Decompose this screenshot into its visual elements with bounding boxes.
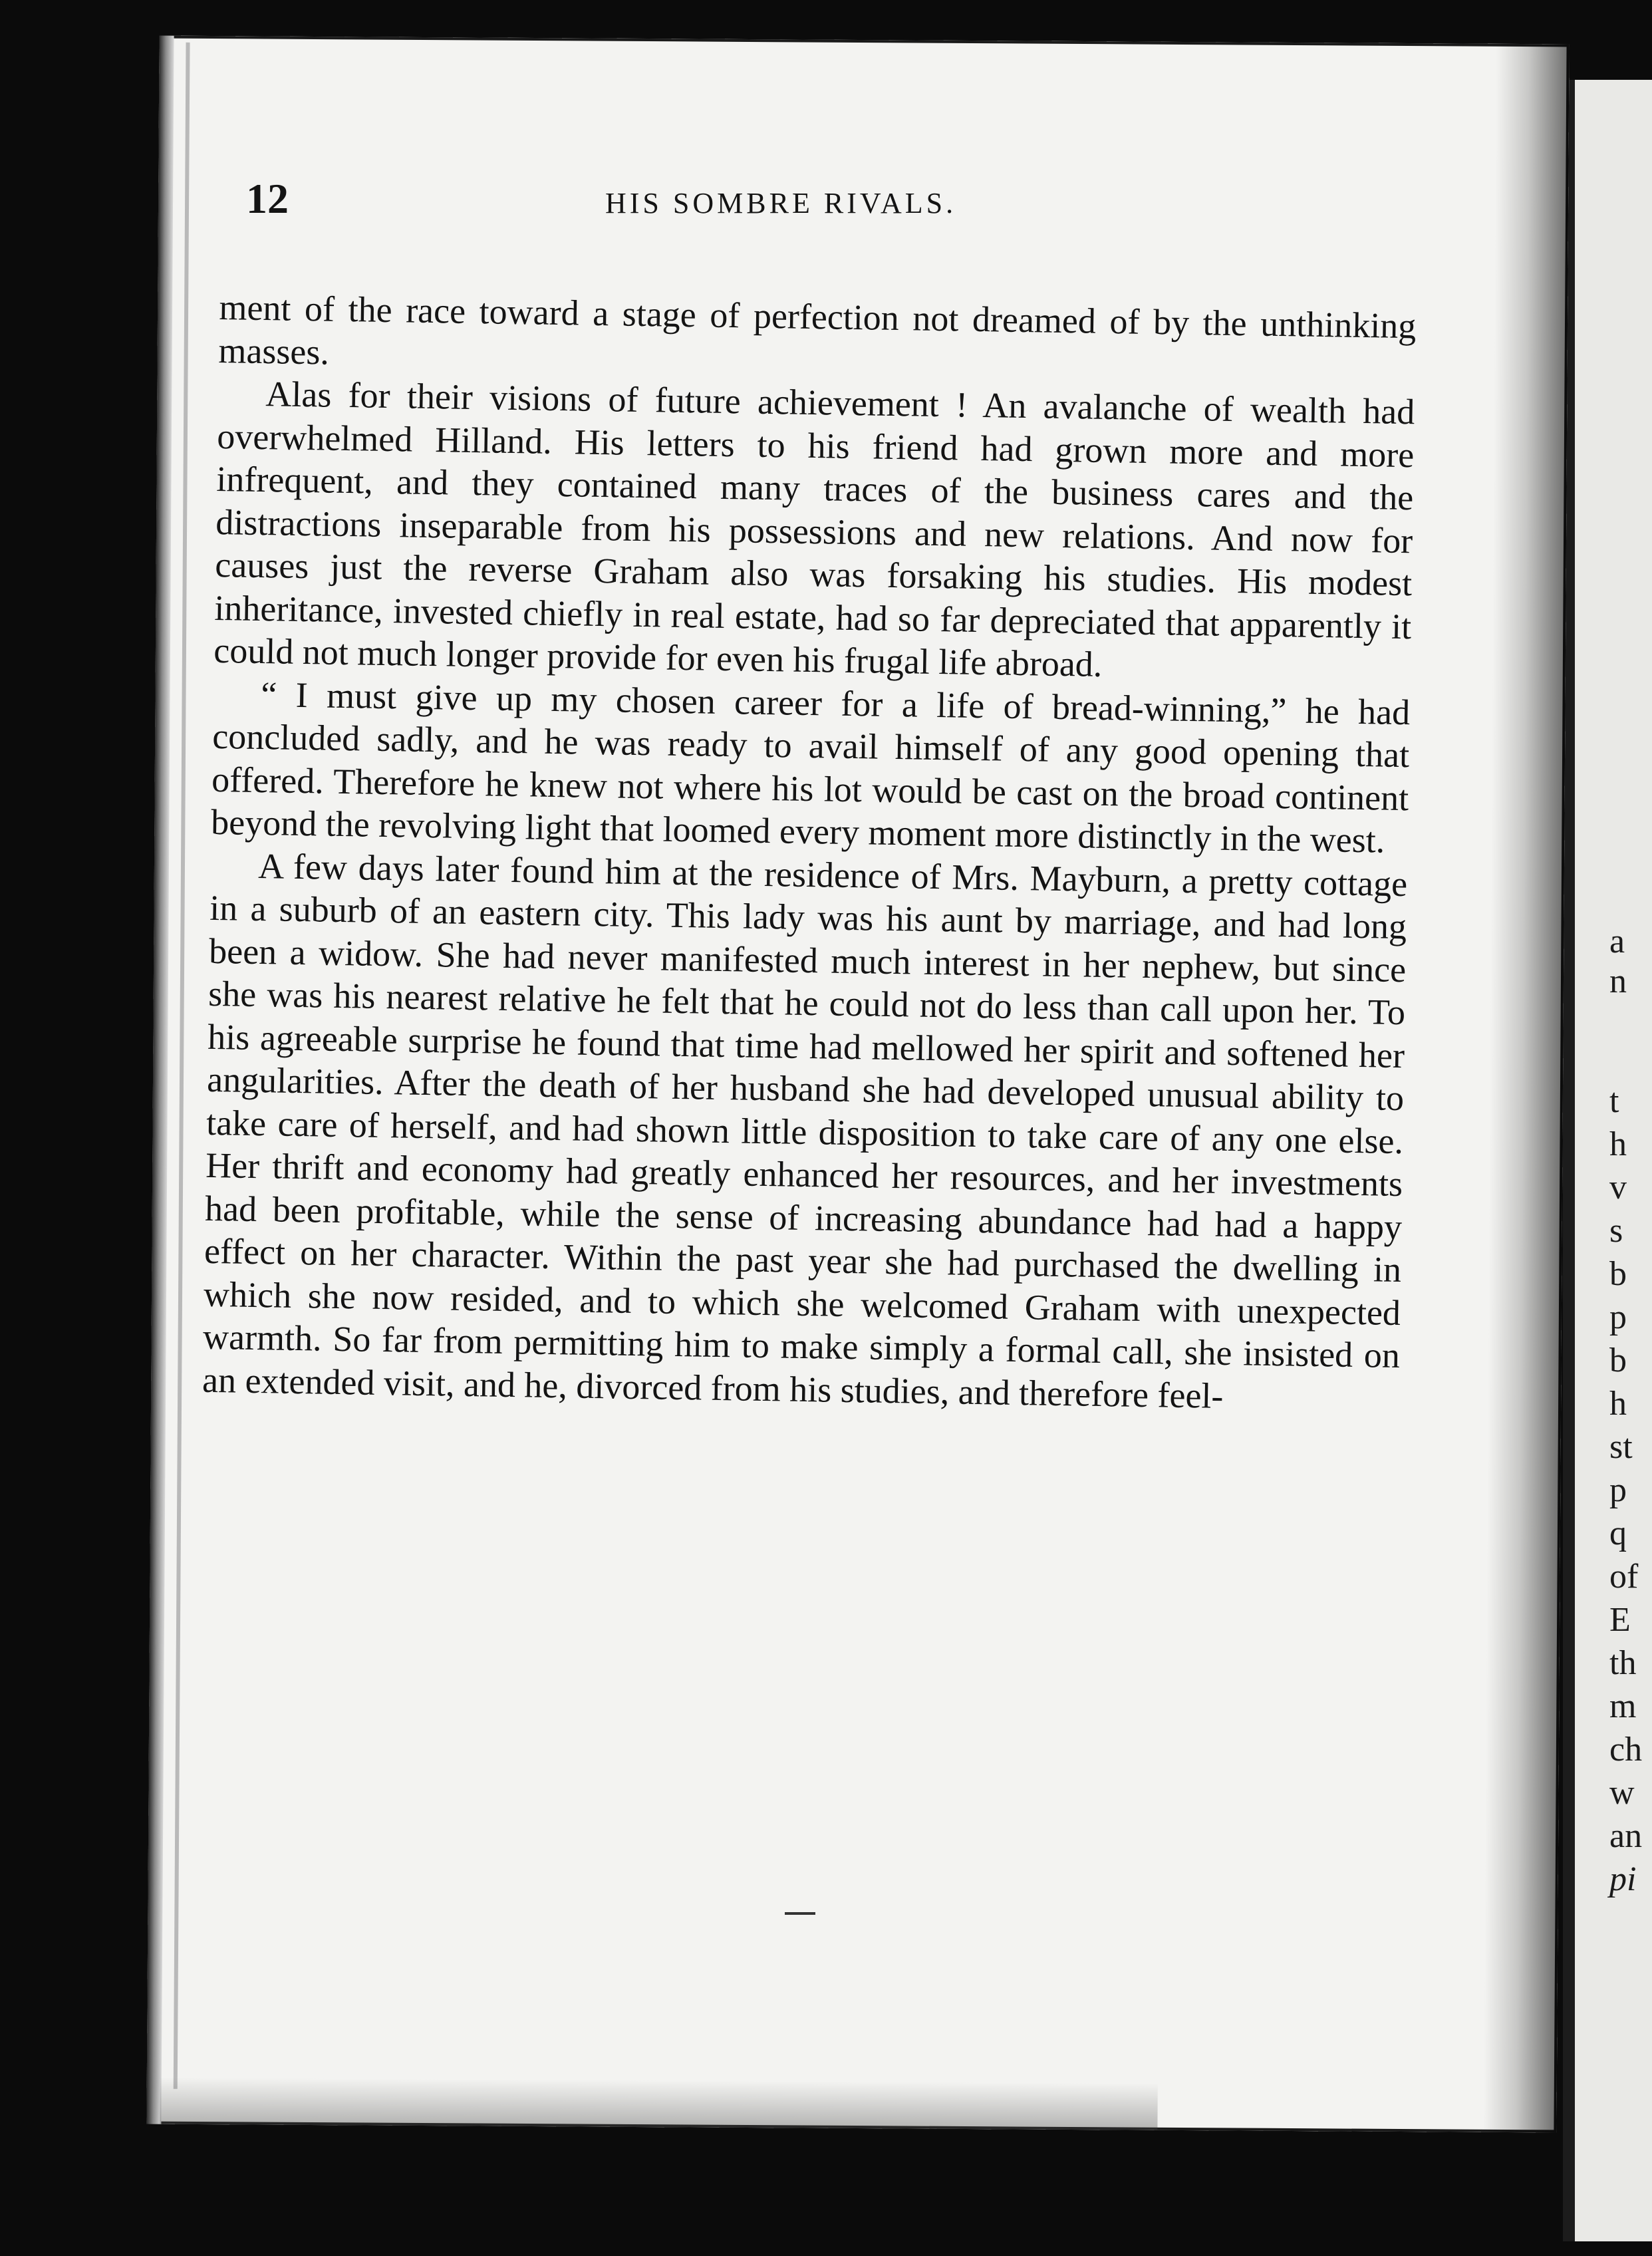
page-number: 12: [246, 175, 289, 222]
running-head: HIS SOMBRE RIVALS.: [605, 187, 957, 219]
adjacent-fragment: p: [1609, 1471, 1627, 1509]
paragraph: Alas for their visions of future achievement ! An avalanche of wealth had overwhelmed Hilland. His letters to his friend had grown more and more infrequent, and they contained many traces of the business cares and the distractions inseparable from his possessions and new relations. And now for causes just the reverse Graham also was forsaking his studies. His modest inheritance, invested chiefly in real estate, had so far depreciated that apparently it could not much longer provide for even his frugal life abroad.: [213, 374, 1415, 684]
adjacent-fragment: n: [1609, 962, 1627, 1000]
adjacent-fragment: h: [1609, 1125, 1627, 1163]
paragraph: ment of the race toward a stage of perfection not dreamed of by the unthinking masses.: [218, 287, 1417, 372]
adjacent-fragment: t: [1609, 1082, 1619, 1120]
adjacent-fragment: q: [1609, 1514, 1627, 1552]
adjacent-fragment: v: [1609, 1169, 1627, 1206]
adjacent-fragment: b: [1609, 1341, 1627, 1379]
adjacent-fragment: p: [1609, 1298, 1627, 1336]
print-mark: [785, 1912, 815, 1915]
adjacent-fragment: m: [1609, 1687, 1637, 1725]
adjacent-fragment: pi: [1609, 1860, 1637, 1898]
adjacent-fragment: a: [1609, 922, 1625, 960]
adjacent-fragment: ch: [1609, 1731, 1643, 1768]
adjacent-fragment: st: [1609, 1428, 1633, 1466]
page-stain: [160, 2078, 1157, 2130]
gutter-shadow: [1483, 44, 1569, 2133]
adjacent-fragment: b: [1609, 1255, 1627, 1293]
paragraph: A few days later found him at the residence of Mrs. Mayburn, a pretty cottage in a suburb of an eastern city. This lady was his aunt by marriage, and had long been a widow. She had never manifested much interest in her nephew, but since she was his nearest relative he felt that he could not do less than call upon her. To his agreeable surprise he found that time had mellowed her spirit and softened her angularities. After the death of her husband she had developed unusual ability to take care of herself, and had shown little disposition to take care of any one else. Her thrift and economy had greatly enhanced her resources, and her investments had been profitable, while the sense of increasing abundance had had a happy effect on her character. Within the past year she had purchased the dwelling in which she now resided, and to which she welcomed Graham with unexpected warmth. So far from permitting him to make simply a formal call, she insisted on an extended visit, and he, divorced from his studies, and therefore feel-: [202, 845, 1408, 1416]
adjacent-fragment: of: [1609, 1558, 1639, 1596]
body-text: [202, 286, 1417, 1420]
adjacent-fragment: th: [1609, 1644, 1637, 1682]
adjacent-fragment: h: [1609, 1385, 1627, 1423]
page-edge-line: [174, 43, 190, 2089]
adjacent-fragment: s: [1609, 1212, 1623, 1250]
page-edge-shadow: [146, 36, 174, 2124]
page-header: [246, 174, 1144, 227]
paragraph: “ I must give up my chosen career for a life of bread-winning,” he had concluded sadly, and he was ready to avail himself of any good opening that offered. Therefore he knew not where his lot would be cast on the broad continent beyond the revolving light that loomed every moment more distinctly in the west.: [210, 674, 1411, 861]
adjacent-fragment: an: [1609, 1817, 1643, 1855]
adjacent-page-edge: [1563, 80, 1652, 2241]
adjacent-fragment: w: [1609, 1774, 1635, 1812]
adjacent-fragment: E: [1609, 1601, 1631, 1639]
